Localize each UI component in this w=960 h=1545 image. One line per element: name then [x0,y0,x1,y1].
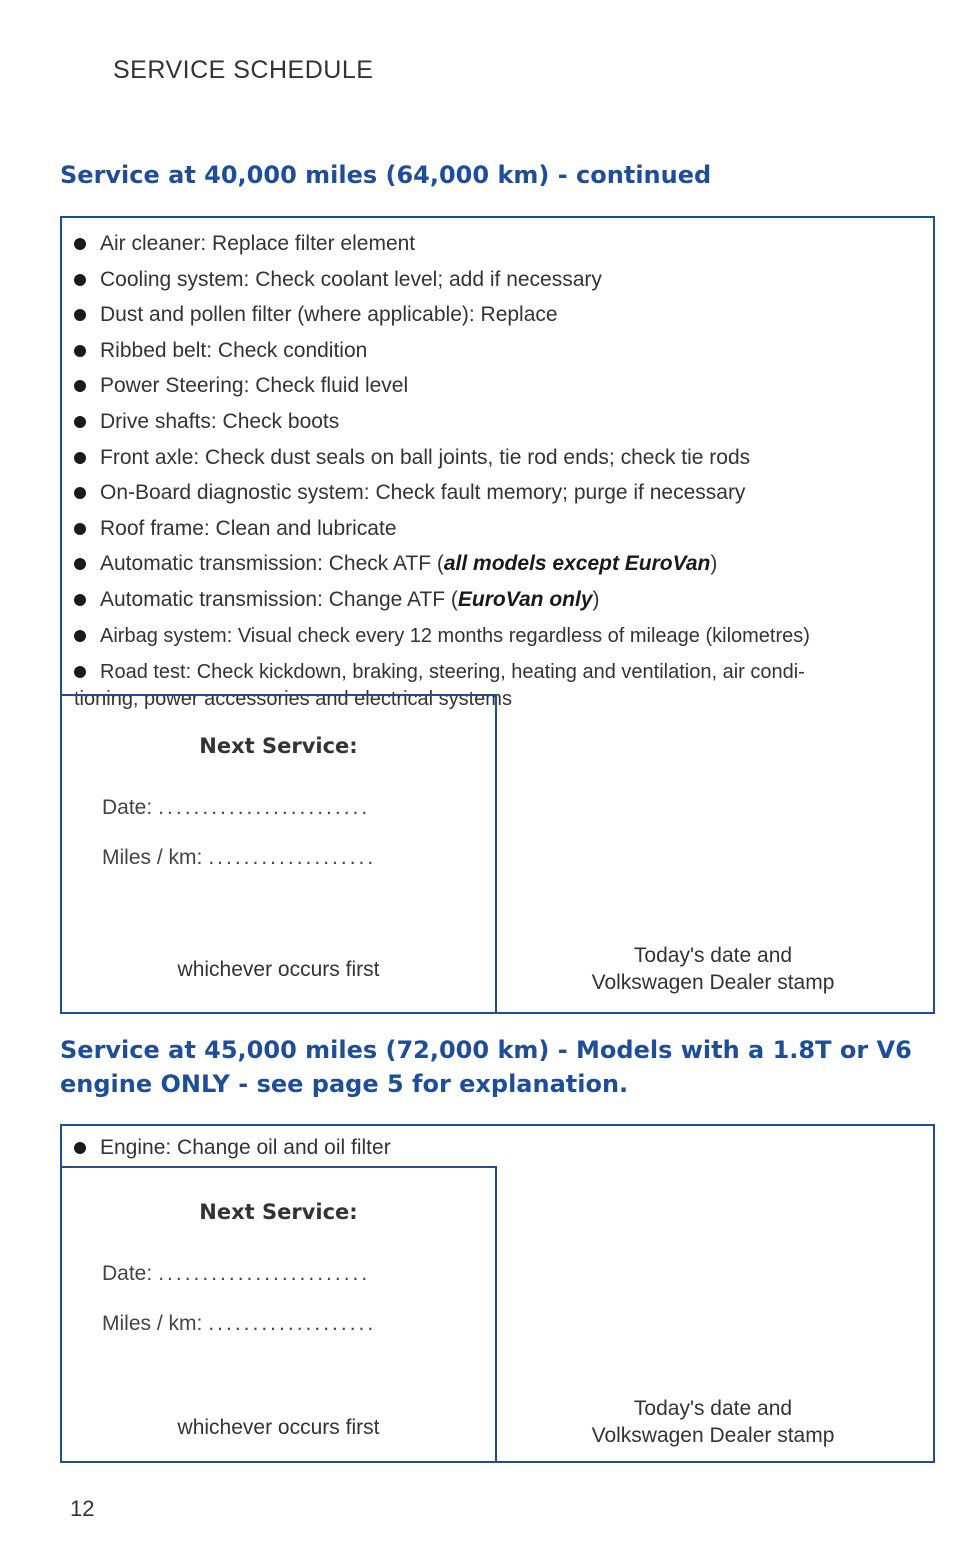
bullet-icon [74,630,86,642]
whichever-note: whichever occurs first [177,1416,380,1439]
service-box-40000 [60,216,935,1014]
bullet-icon [74,238,86,250]
bullet-icon [74,309,86,321]
next-service-title: Next Service: [199,734,358,758]
next-service-box [62,694,497,1012]
date-field: Date: ........................ [102,1262,371,1285]
next-service-box [62,1166,497,1461]
list-item: Front axle: Check dust seals on ball joints, tie rod ends; check tie rods [62,440,933,476]
bullet-icon [74,274,86,286]
dealer-stamp-area: Today's date and Volkswagen Dealer stamp [591,1397,835,1447]
bullet-icon [74,487,86,499]
list-item: Drive shafts: Check boots [62,404,933,440]
list-item-road-test: Road test: Check kickdown, braking, steering, heating and ventilation, air condi- tioning, power accessories and electrical systems [74,661,805,711]
checklist [62,226,933,713]
bullet-icon [74,380,86,392]
bullet-icon [74,452,86,464]
date-field: Date: ........................ [102,796,371,819]
bullet-icon [74,558,86,570]
list-item: Ribbed belt: Check condition [62,333,933,369]
checklist [62,1130,933,1166]
page-number: 12 [70,1496,95,1521]
bullet-icon [74,594,86,606]
miles-field: Miles / km: ................... [102,1312,377,1335]
section-title-40000: Service at 40,000 miles (64,000 km) - continued [60,161,712,189]
section-title-45000: Service at 45,000 miles (72,000 km) - Models with a 1.8T or V6 engine ONLY - see page 5 for explanation. [60,1036,912,1098]
list-item: Roof frame: Clean and lubricate [62,511,933,547]
whichever-note: whichever occurs first [177,958,380,981]
list-item: Air cleaner: Replace filter element [62,226,933,262]
bullet-icon [74,1142,86,1154]
bullet-icon [74,345,86,357]
list-item: Dust and pollen filter (where applicable): Replace [62,297,933,333]
list-item-airbag: Airbag system: Visual check every 12 months regardless of mileage (kilometres) [62,618,933,655]
service-box-45000 [60,1124,935,1463]
list-item: Cooling system: Check coolant level; add if necessary [62,262,933,298]
next-service-title: Next Service: [199,1200,358,1224]
bullet-icon [74,416,86,428]
list-item-atf-change: Automatic transmission: Change ATF (EuroVan only) [62,582,933,618]
list-item-atf-check: Automatic transmission: Check ATF (all models except EuroVan) [62,546,933,582]
page-header: SERVICE SCHEDULE [113,56,374,84]
bullet-icon [74,523,86,535]
list-item: Engine: Change oil and oil filter [62,1130,933,1166]
dealer-stamp-area: Today's date and Volkswagen Dealer stamp [591,944,835,994]
list-item: On-Board diagnostic system: Check fault memory; purge if necessary [62,475,933,511]
miles-field: Miles / km: ................... [102,846,377,869]
list-item: Power Steering: Check fluid level [62,368,933,404]
